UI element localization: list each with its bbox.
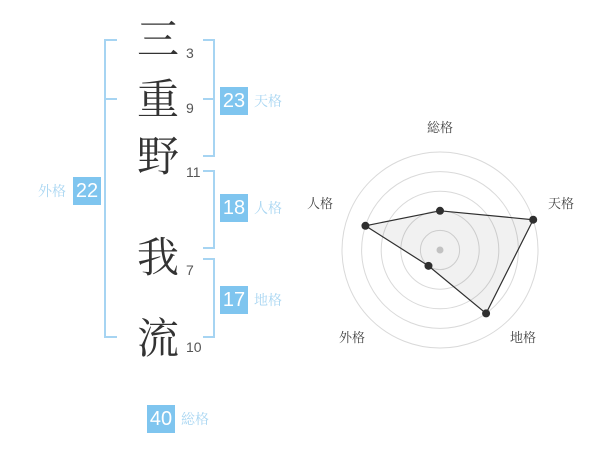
gaikaku-bracket-tick-top [104,39,117,41]
gaikaku-bracket-tick-mid [104,98,117,100]
jinkaku-bracket-tick-bottom [203,247,215,249]
stroke-count-1: 3 [186,45,194,61]
tenkaku-bracket-tick-top [203,39,215,41]
gaikaku-bracket-line [104,39,106,338]
radar-point-総格 [436,207,444,215]
jinkaku-value-badge: 18 [220,194,248,222]
gaikaku-label: 外格 [38,183,66,199]
chikaku-label: 地格 [254,292,282,308]
radar-chart-svg [300,115,580,365]
stroke-count-4: 7 [186,262,194,278]
tenkaku-bracket-tick-mid [203,98,215,100]
radar-axis-label-天格: 天格 [547,196,575,211]
name-char-2: 重 [136,76,179,123]
stroke-count-3: 11 [186,164,201,180]
tenkaku-bracket-tick-bottom [203,155,215,157]
tenkaku-value-badge: 23 [220,87,248,115]
stroke-count-2: 9 [186,100,194,116]
radar-point-人格 [361,222,369,230]
name-char-1: 三 [136,16,179,63]
radar-axis-label-外格: 外格 [338,330,366,345]
radar-data-polygon [365,211,533,314]
fortune-radar-chart [300,115,580,365]
chikaku-value-badge: 17 [220,286,248,314]
jinkaku-bracket-tick-top [203,170,215,172]
name-char-4: 我 [136,234,179,281]
tenkaku-label: 天格 [254,93,282,109]
radar-axis-label-人格: 人格 [306,196,334,211]
chikaku-bracket-line [213,258,215,338]
stroke-count-5: 10 [186,339,202,355]
gaikaku-bracket-tick-bottom [104,336,117,338]
jinkaku-label: 人格 [254,200,282,216]
chikaku-bracket-tick-bottom [203,336,215,338]
name-char-3: 野 [136,133,179,180]
name-char-5: 流 [136,315,179,362]
gaikaku-value-badge: 22 [73,177,101,205]
jinkaku-bracket-line [213,170,215,249]
radar-axis-label-地格: 地格 [509,330,537,345]
radar-point-外格 [424,262,432,270]
radar-point-地格 [482,309,490,317]
soukaku-label: 総格 [181,411,209,427]
soukaku-value-badge: 40 [147,405,175,433]
chikaku-bracket-tick-top [203,258,215,260]
radar-point-天格 [529,216,537,224]
radar-axis-label-総格: 総格 [426,120,454,135]
radar-center-dot [437,247,444,254]
